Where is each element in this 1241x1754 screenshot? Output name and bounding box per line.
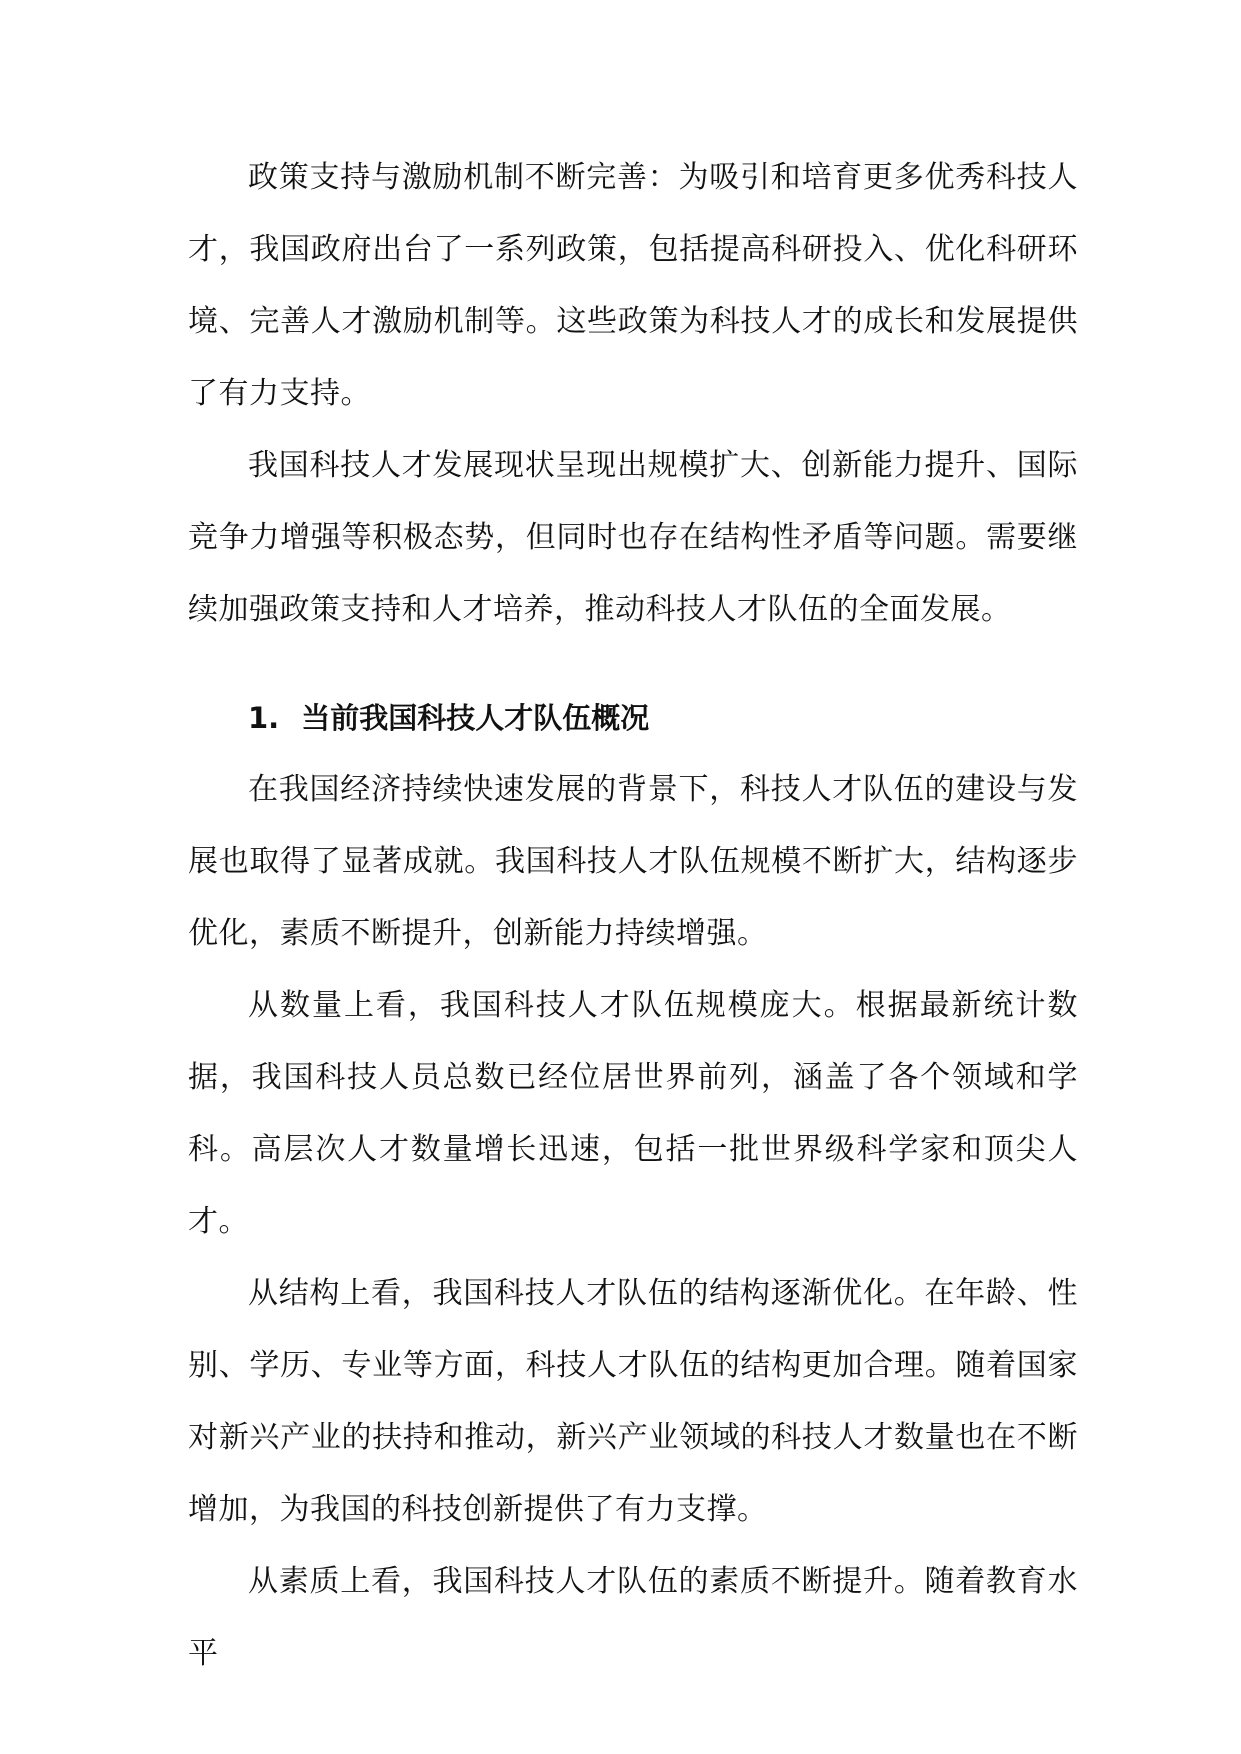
document-body — [188, 142, 1078, 1690]
section-number: 1. — [248, 701, 280, 735]
paragraph-structure: 从结构上看，我国科技人才队伍的结构逐渐优化。在年龄、性别、学历、专业等方面，科技人才队伍的结构更加合理。随着国家对新兴产业的扶持和推动，新兴产业领域的科技人才数量也在不断增加，为我国的科技创新提供了有力支撑。 — [188, 1276, 1078, 1527]
paragraph-development-summary: 我国科技人才发展现状呈现出规模扩大、创新能力提升、国际竞争力增强等积极态势，但同时也存在结构性矛盾等问题。需要继续加强政策支持和人才培养，推动科技人才队伍的全面发展。 — [188, 448, 1078, 627]
paragraph-quantity: 从数量上看，我国科技人才队伍规模庞大。根据最新统计数据，我国科技人员总数已经位居世界前列，涵盖了各个领域和学科。高层次人才数量增长迅速，包括一批世界级科学家和顶尖人才。 — [188, 988, 1078, 1239]
section-heading — [188, 682, 1078, 754]
section-title: 当前我国科技人才队伍概况 — [301, 701, 650, 735]
paragraph-overview: 在我国经济持续快速发展的背景下，科技人才队伍的建设与发展也取得了显著成就。我国科技人才队伍规模不断扩大，结构逐步优化，素质不断提升，创新能力持续增强。 — [188, 772, 1078, 951]
paragraph-policy-support: 政策支持与激励机制不断完善：为吸引和培育更多优秀科技人才，我国政府出台了一系列政策，包括提高科研投入、优化科研环境、完善人才激励机制等。这些政策为科技人才的成长和发展提供了有力支持。 — [188, 160, 1078, 411]
paragraph-quality: 从素质上看，我国科技人才队伍的素质不断提升。随着教育水平 — [188, 1564, 1078, 1671]
